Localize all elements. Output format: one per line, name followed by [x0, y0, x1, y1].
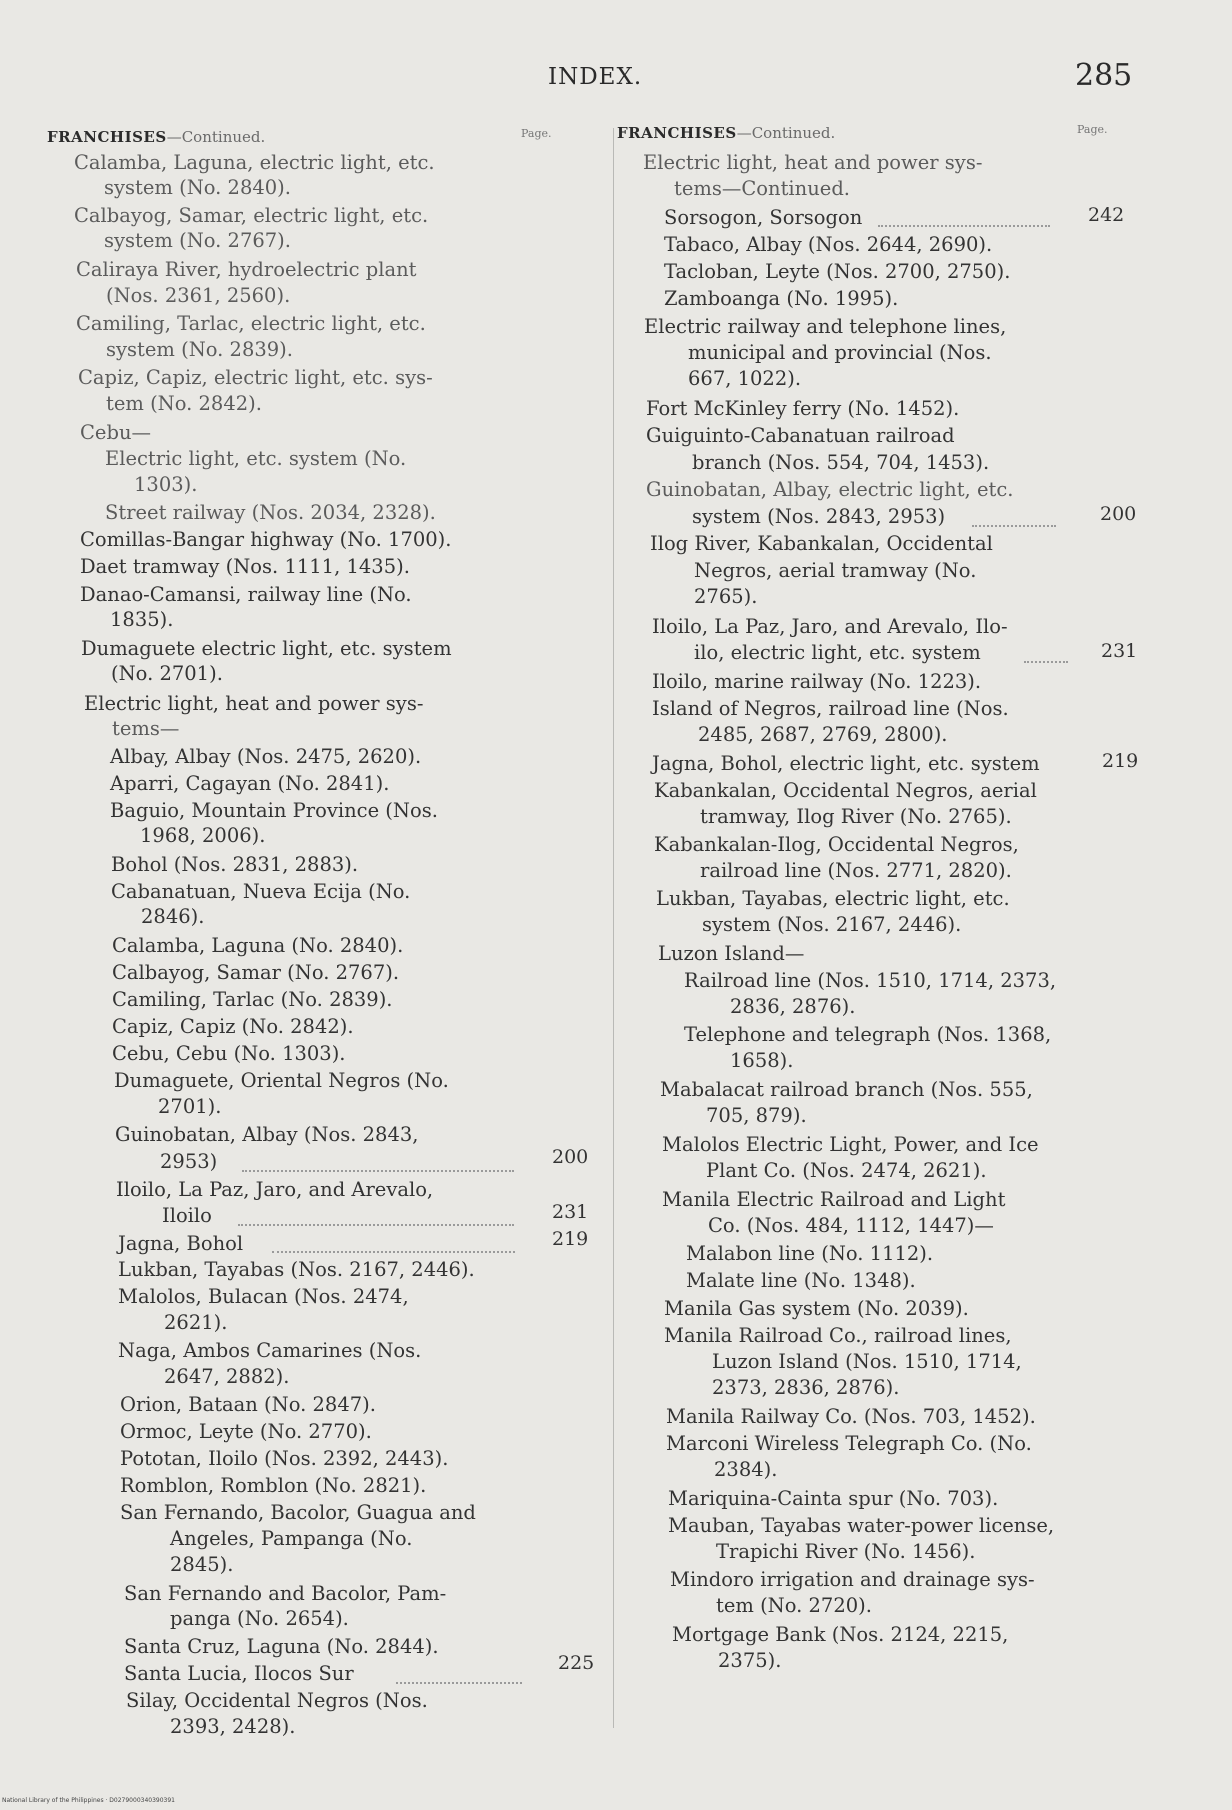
index-entry: Comillas-Bangar highway (No. 1700). [80, 528, 452, 551]
index-entry: Calbayog, Samar (No. 2767). [112, 961, 400, 984]
page-ref: 231 [1101, 640, 1138, 662]
index-entry: 2384). [714, 1458, 778, 1481]
index-entry: Malabon line (No. 1112). [686, 1242, 934, 1265]
index-entry: Railroad line (Nos. 1510, 1714, 2373, [684, 969, 1057, 992]
index-entry: Luzon Island— [658, 942, 805, 965]
index-entry: Manila Railroad Co., railroad lines, [664, 1324, 1012, 1347]
index-entry: Silay, Occidental Negros (Nos. [126, 1689, 428, 1712]
index-entry: Kabankalan-Ilog, Occidental Negros, [654, 833, 1019, 856]
index-entry: Trapichi River (No. 1456). [716, 1540, 976, 1563]
index-entry: San Fernando, Bacolor, Guagua and [120, 1501, 476, 1524]
index-entry: Manila Railway Co. (Nos. 703, 1452). [666, 1405, 1036, 1428]
index-entry: tems—Continued. [674, 177, 851, 200]
index-entry: Cebu— [80, 421, 152, 444]
index-entry: ilo, electric light, etc. system [694, 641, 981, 664]
leader-dots [238, 1224, 514, 1226]
index-entry: tramway, Ilog River (No. 2765). [700, 805, 1012, 828]
leader-dots [242, 1170, 514, 1172]
index-entry: Danao-Camansi, railway line (No. [80, 583, 412, 606]
right-heading-label: FRANCHISES [617, 124, 737, 142]
index-entry: Lukban, Tayabas, electric light, etc. [656, 887, 1010, 910]
index-entry: (Nos. 2361, 2560). [106, 284, 291, 307]
index-entry: Caliraya River, hydroelectric plant [76, 258, 417, 281]
right-heading-suffix: —Continued. [736, 124, 836, 142]
index-entry: Sorsogon, Sorsogon [664, 206, 863, 229]
index-entry: Camiling, Tarlac (No. 2839). [112, 988, 393, 1011]
index-entry: Malate line (No. 1348). [686, 1269, 916, 1292]
index-entry: system (No. 2839). [106, 338, 293, 361]
index-entry: 1835). [110, 608, 174, 631]
index-entry: tems— [112, 717, 180, 740]
index-entry: 2765). [694, 585, 758, 608]
index-entry: Electric railway and telephone lines, [644, 315, 1007, 338]
right-column-heading [617, 124, 835, 142]
index-entry: 2621). [164, 1311, 228, 1334]
index-entry: 2836, 2876). [730, 995, 856, 1018]
index-entry: Ilog River, Kabankalan, Occidental [650, 532, 993, 555]
page-ref: 200 [552, 1146, 589, 1168]
index-entry: 667, 1022). [688, 367, 802, 390]
index-entry: 2647, 2882). [164, 1365, 290, 1388]
index-entry: system (Nos. 2167, 2446). [702, 913, 962, 936]
index-entry: Telephone and telegraph (Nos. 1368, [684, 1023, 1052, 1046]
index-entry: Jagna, Bohol, electric light, etc. system [652, 752, 1040, 775]
index-entry: Manila Gas system (No. 2039). [664, 1297, 969, 1320]
footer-credit: National Library of the Philippines · D0279000340390391 [2, 1797, 175, 1804]
index-entry: Calamba, Laguna, electric light, etc. [74, 151, 435, 174]
index-entry: Iloilo, La Paz, Jaro, and Arevalo, [116, 1178, 434, 1201]
index-entry: 1968, 2006). [140, 824, 266, 847]
index-entry: 2953) [160, 1150, 218, 1173]
index-entry: Naga, Ambos Camarines (Nos. [118, 1339, 422, 1362]
index-entry: Zamboanga (No. 1995). [664, 287, 899, 310]
index-entry: branch (Nos. 554, 704, 1453). [692, 451, 990, 474]
index-entry: Island of Negros, railroad line (Nos. [652, 697, 1009, 720]
page-ref: 219 [552, 1228, 589, 1250]
index-entry: Camiling, Tarlac, electric light, etc. [76, 312, 426, 335]
index-entry: system (Nos. 2843, 2953) [692, 505, 946, 528]
leader-dots [396, 1682, 522, 1684]
left-page-label: Page. [521, 127, 552, 140]
index-entry: 2375). [718, 1649, 782, 1672]
index-entry: Dumaguete electric light, etc. system [81, 637, 452, 660]
index-entry: Daet tramway (Nos. 1111, 1435). [80, 555, 410, 578]
index-entry: Albay, Albay (Nos. 2475, 2620). [110, 745, 422, 768]
index-entry: Fort McKinley ferry (No. 1452). [646, 397, 960, 420]
index-entry: 1658). [730, 1049, 794, 1072]
index-entry: 2701). [158, 1095, 222, 1118]
index-entry: Iloilo [162, 1204, 212, 1227]
left-heading-label: FRANCHISES [47, 128, 167, 146]
index-entry: panga (No. 2654). [170, 1607, 349, 1630]
index-entry: Mindoro irrigation and drainage sys- [670, 1568, 1035, 1591]
index-entry: Santa Lucia, Ilocos Sur [124, 1662, 354, 1685]
index-entry: Electric light, heat and power sys- [643, 151, 983, 174]
index-entry: system (No. 2767). [104, 229, 291, 252]
index-entry: (No. 2701). [111, 662, 223, 685]
index-entry: 1303). [134, 473, 198, 496]
index-entry: Street railway (Nos. 2034, 2328). [105, 501, 436, 524]
index-entry: Negros, aerial tramway (No. [694, 559, 977, 582]
index-entry: Marconi Wireless Telegraph Co. (No. [666, 1432, 1032, 1455]
index-entry: 2393, 2428). [170, 1715, 296, 1738]
index-entry: Mauban, Tayabas water-power license, [668, 1514, 1055, 1537]
index-entry: 2846). [141, 905, 205, 928]
index-entry: Guinobatan, Albay (Nos. 2843, [115, 1123, 419, 1146]
index-entry: Aparri, Cagayan (No. 2841). [110, 772, 390, 795]
index-entry: Guinobatan, Albay, electric light, etc. [646, 478, 1014, 501]
index-entry: Capiz, Capiz (No. 2842). [112, 1015, 354, 1038]
index-entry: Kabankalan, Occidental Negros, aerial [654, 779, 1037, 802]
page-ref: 225 [558, 1652, 595, 1674]
index-entry: Tabaco, Albay (Nos. 2644, 2690). [664, 233, 993, 256]
index-entry: Bohol (Nos. 2831, 2883). [111, 853, 359, 876]
index-entry: Electric light, heat and power sys- [84, 692, 424, 715]
index-entry: Capiz, Capiz, electric light, etc. sys- [78, 366, 433, 389]
leader-dots [878, 225, 1050, 227]
index-entry: Luzon Island (Nos. 1510, 1714, [712, 1350, 1022, 1373]
right-page-label: Page. [1077, 123, 1108, 136]
index-entry: Co. (Nos. 484, 1112, 1447)— [708, 1214, 994, 1237]
index-entry: Iloilo, La Paz, Jaro, and Arevalo, Ilo- [652, 615, 1008, 638]
leader-dots [1024, 661, 1068, 663]
index-entry: Manila Electric Railroad and Light [662, 1188, 1006, 1211]
index-entry: Santa Cruz, Laguna (No. 2844). [124, 1635, 439, 1658]
page-ref: 231 [552, 1201, 589, 1223]
index-entry: Cabanatuan, Nueva Ecija (No. [111, 880, 411, 903]
page-title: INDEX. [548, 64, 643, 90]
page-ref: 219 [1102, 750, 1139, 772]
index-entry: Malolos Electric Light, Power, and Ice [662, 1133, 1039, 1156]
leader-dots [272, 1251, 515, 1253]
index-entry: tem (No. 2720). [716, 1594, 872, 1617]
index-entry: Lukban, Tayabas (Nos. 2167, 2446). [118, 1258, 475, 1281]
index-entry: system (No. 2840). [104, 176, 291, 199]
index-entry: 2845). [170, 1553, 234, 1576]
left-column-heading [47, 128, 265, 146]
index-entry: railroad line (Nos. 2771, 2820). [700, 859, 1012, 882]
index-entry: 2485, 2687, 2769, 2800). [698, 723, 948, 746]
column-divider [613, 128, 614, 1728]
index-entry: Iloilo, marine railway (No. 1223). [652, 670, 982, 693]
index-entry: Plant Co. (Nos. 2474, 2621). [706, 1159, 987, 1182]
index-entry: 2373, 2836, 2876). [712, 1376, 900, 1399]
index-entry: Mortgage Bank (Nos. 2124, 2215, [672, 1623, 1009, 1646]
leader-dots [972, 525, 1056, 527]
index-entry: Calamba, Laguna (No. 2840). [112, 934, 404, 957]
index-entry: Electric light, etc. system (No. [105, 447, 407, 470]
index-entry: Ormoc, Leyte (No. 2770). [120, 1420, 372, 1443]
index-entry: municipal and provincial (Nos. [688, 341, 992, 364]
index-entry: Malolos, Bulacan (Nos. 2474, [118, 1285, 409, 1308]
index-entry: Dumaguete, Oriental Negros (No. [114, 1069, 449, 1092]
index-entry: Pototan, Iloilo (Nos. 2392, 2443). [120, 1447, 449, 1470]
index-entry: 705, 879). [706, 1104, 807, 1127]
index-entry: Angeles, Pampanga (No. [170, 1527, 413, 1550]
index-entry: Baguio, Mountain Province (Nos. [110, 799, 438, 822]
index-entry: Calbayog, Samar, electric light, etc. [74, 204, 429, 227]
index-entry: Romblon, Romblon (No. 2821). [120, 1474, 427, 1497]
index-entry: Mabalacat railroad branch (Nos. 555, [660, 1078, 1033, 1101]
index-entry: Jagna, Bohol [118, 1232, 244, 1255]
page-ref: 200 [1100, 503, 1137, 525]
left-heading-suffix: —Continued. [166, 128, 266, 146]
page-number: 285 [1075, 58, 1133, 93]
index-entry: tem (No. 2842). [106, 392, 262, 415]
index-entry: Mariquina-Cainta spur (No. 703). [668, 1487, 999, 1510]
index-entry: Orion, Bataan (No. 2847). [120, 1393, 376, 1416]
index-entry: Cebu, Cebu (No. 1303). [112, 1042, 346, 1065]
index-entry: Tacloban, Leyte (Nos. 2700, 2750). [664, 260, 1011, 283]
page-ref: 242 [1088, 204, 1125, 226]
index-entry: San Fernando and Bacolor, Pam- [124, 1582, 447, 1605]
index-entry: Guiguinto-Cabanatuan railroad [646, 424, 955, 447]
